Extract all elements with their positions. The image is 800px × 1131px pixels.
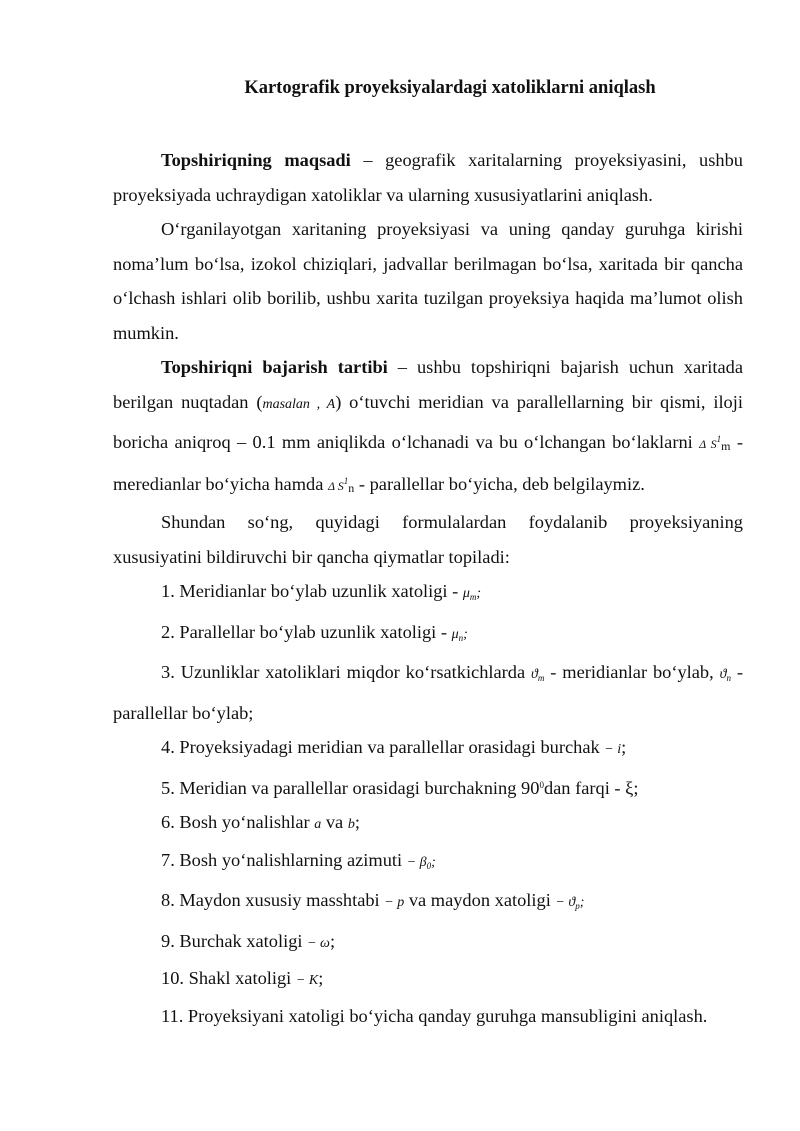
item-number: 11. xyxy=(161,1005,184,1026)
item-number: 1. xyxy=(161,581,175,601)
item-text: Parallellar bo‘ylab uzunlik xatoligi - xyxy=(179,621,452,642)
formula-angle: − i xyxy=(604,742,622,757)
formula-subscript: n xyxy=(458,632,464,643)
item-end: dan farqi - ξ; xyxy=(543,777,639,798)
item-number: 3. xyxy=(161,662,175,682)
formula-example-point: masalan , A xyxy=(262,396,336,412)
document-title: Kartografik proyeksiyalardagi xatoliklarni aniqlash xyxy=(244,78,656,98)
delta-superscript: 1 xyxy=(716,434,722,444)
delta-variable: S xyxy=(710,437,717,451)
item-text: Proyeksiyadagi meridian va parallellar orasidagi burchak xyxy=(179,737,605,757)
item-end: ; xyxy=(318,968,324,988)
item-text: Bosh yo‘nalishlarning azimuti xyxy=(179,849,407,870)
formula-omega: − ω xyxy=(307,935,330,951)
goal-text: – geografik xaritalarning proyeksiyasini, ushbu proyeksiyada uchraydigan xatoliklar va ularning xususiyatlarini aniqlash. xyxy=(113,150,743,205)
delta-superscript: 1 xyxy=(343,475,349,486)
item-text-mid: va maydon xatoligi xyxy=(404,890,556,910)
delta-symbol: Δ xyxy=(327,478,335,493)
procedure-text-3: - meredianlar bo‘yicha hamda xyxy=(113,432,743,494)
degree-superscript: 0 xyxy=(539,779,544,790)
item-text: Uzunliklar xatoliklari miqdor ko‘rsatkichlarda xyxy=(180,662,532,682)
procedure-text-4: - parallellar bo‘yicha, deb belgilaymiz. xyxy=(354,473,645,494)
item-text: Bosh yo‘nalishlar xyxy=(179,812,315,832)
procedure-text-2: ) o‘tuvchi meridian va parallellarning bir qismi, iloji boricha aniqroq – 0.1 mm aniqlikda o‘lchanadi va bu o‘lchangan bo‘laklarni xyxy=(113,391,743,452)
item-text: Maydon xususiy masshtabi xyxy=(179,890,385,910)
item-number: 4. xyxy=(161,737,175,757)
item-number: 2. xyxy=(161,621,175,642)
list-item xyxy=(113,924,743,962)
intro-paragraph: O‘rganilayotgan xaritaning proyeksiyasi va uning qanday guruhga kirishi noma’lum bo‘lsa, izokol chiziqlari, jadvallar berilmagan bo‘lsa, xaritada bir qancha o‘lchash ishlari olib borilib, ushbu xarita tuzilgan proyeksiya haqida ma’lumot olish mumkin. xyxy=(113,219,743,343)
list-item xyxy=(113,574,743,615)
formula-a: a xyxy=(314,817,322,832)
list-item xyxy=(113,883,743,924)
item-end: ; xyxy=(476,586,482,601)
item-text-mid: va xyxy=(321,812,348,832)
procedure-text-1: – ushbu topshiriqni bajarish uchun xaritada berilgan nuqtadan ( xyxy=(113,357,743,412)
document-body xyxy=(113,143,743,1033)
item-text: Meridian va parallellar orasidagi burchakning 90 xyxy=(179,777,540,798)
delta-subscript: m xyxy=(721,439,731,453)
formula-beta: − β xyxy=(406,854,427,870)
item-number: 9. xyxy=(161,930,175,951)
formula-theta: ϑ xyxy=(719,667,727,682)
formula-subscript: m xyxy=(537,673,545,683)
list-item xyxy=(113,615,743,656)
formula-subscript: p xyxy=(575,901,580,911)
item-text: Shakl xatoligi xyxy=(188,968,296,988)
procedure-paragraph xyxy=(113,350,743,505)
formula-delta-n xyxy=(327,475,349,493)
list-item xyxy=(113,768,743,806)
formula-mu: μ xyxy=(451,626,459,642)
item-text: Proyeksiyani xatoligi bo‘yicha qanday guruhga mansubligini aniqlash. xyxy=(187,1005,708,1026)
list-item xyxy=(113,730,743,768)
item-end: ; xyxy=(463,626,468,642)
list-item xyxy=(113,999,743,1034)
item-text-mid: - meridianlar bo‘ylab, xyxy=(544,662,720,682)
delta-subscript: n xyxy=(348,480,355,495)
item-end: - parallellar bo‘ylab; xyxy=(113,662,743,723)
formula-theta: − ϑ xyxy=(555,895,576,910)
list-item xyxy=(113,843,743,884)
delta-symbol: Δ xyxy=(699,437,706,451)
delta-variable: S xyxy=(337,478,344,493)
item-number: 10. xyxy=(161,968,184,988)
item-number: 5. xyxy=(161,777,175,798)
formula-subscript: n xyxy=(726,673,731,683)
formula-delta-m xyxy=(699,434,722,451)
then-paragraph: Shundan so‘ng, quyidagi formulalardan foydalanib proyeksiyaning xususiyatini bildiruvchi bir qancha qiymatlar topiladi: xyxy=(113,512,743,567)
item-number: 7. xyxy=(161,849,175,870)
list-item xyxy=(113,961,743,999)
item-text: Burchak xatoligi xyxy=(179,930,308,951)
formula-subscript: m xyxy=(469,592,477,602)
goal-paragraph xyxy=(113,143,743,212)
item-end: ; xyxy=(621,737,627,757)
formula-theta: ϑ xyxy=(531,667,538,682)
procedure-label: Topshiriqni bajarish tartibi xyxy=(161,357,388,377)
formula-mu: μ xyxy=(462,586,470,601)
item-text: Meridianlar bo‘ylab uzunlik xatoligi - xyxy=(179,581,463,601)
goal-label: Topshiriqning maqsadi xyxy=(161,150,351,170)
item-end: ; xyxy=(354,812,360,832)
item-end: ; xyxy=(579,895,585,910)
item-number: 8. xyxy=(161,890,175,910)
item-end: ; xyxy=(329,930,336,951)
formula-b: b xyxy=(347,817,355,832)
formula-k: − K xyxy=(295,973,319,988)
item-number: 6. xyxy=(161,812,175,832)
item-end: ; xyxy=(431,854,436,870)
formula-subscript: 0 xyxy=(426,860,432,871)
list-item xyxy=(113,655,743,730)
list-item xyxy=(113,805,743,843)
formula-p: − p xyxy=(384,895,405,910)
